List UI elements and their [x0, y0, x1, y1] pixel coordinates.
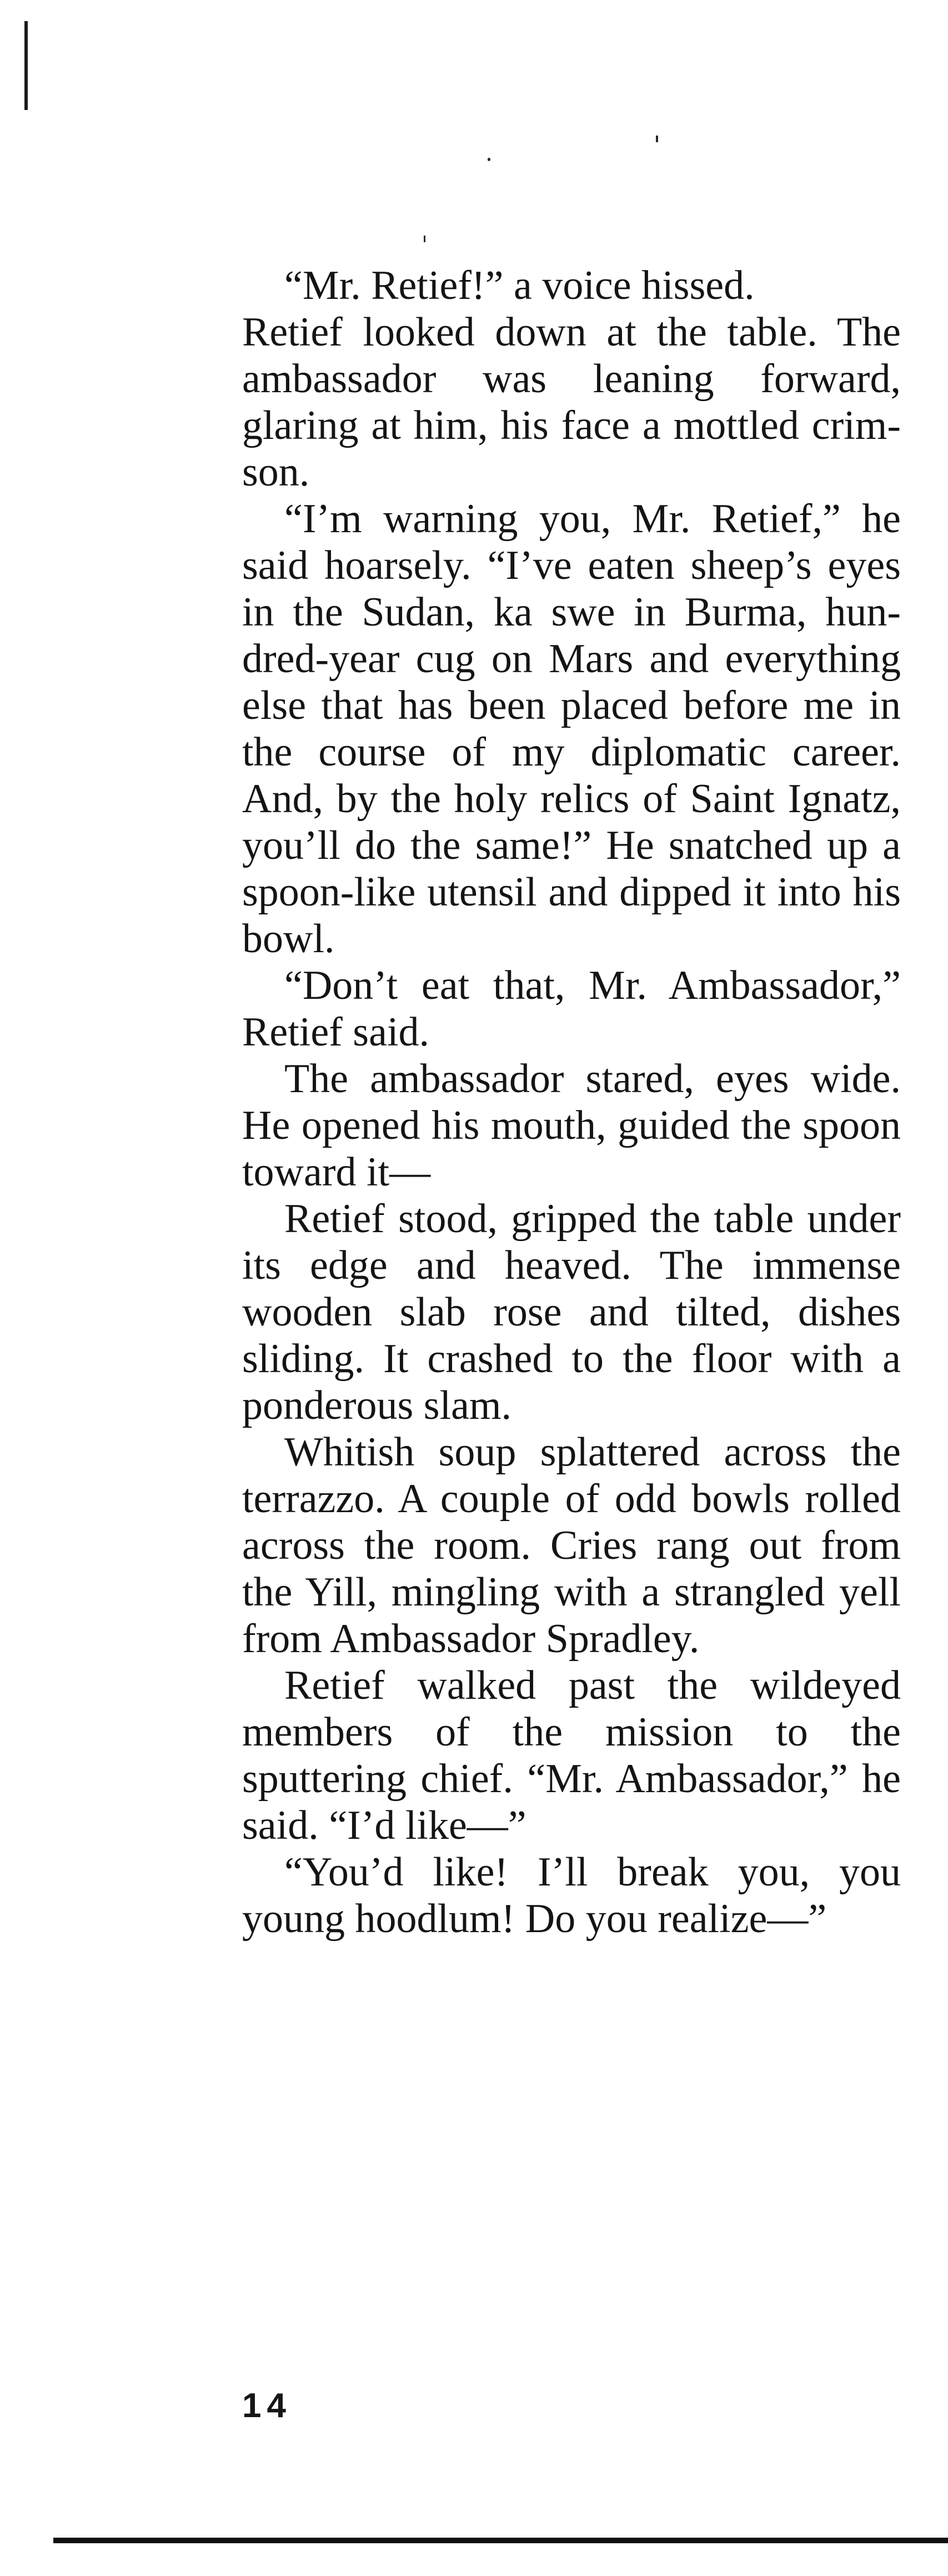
- paragraph-9: “You’d like! I’ll break you, you young hoodlum! Do you realize—”: [242, 1849, 901, 1942]
- paragraph-6: Retief stood, gripped the table under its edge and heaved. The immense wooden slab rose and tilted, dishes sliding. It crashed to the floor with a ponderous slam.: [242, 1196, 901, 1428]
- print-speck: [656, 136, 658, 142]
- paragraph-4: “Don’t eat that, Mr. Ambassador,” Retief said.: [242, 963, 901, 1055]
- paragraph-7: Whitish soup splattered across the terrazzo. A couple of odd bowls rolled across the room. Cries rang out from the Yill, mingling with a strangled yell from Ambassador Spradley.: [242, 1429, 901, 1662]
- paragraph-5: The ambassador stared, eyes wide. He opened his mouth, guided the spoon toward it—: [242, 1056, 901, 1195]
- print-speck: [424, 236, 425, 242]
- page-number: 14: [242, 2387, 292, 2425]
- paragraph-3: “I’m warning you, Mr. Retief,” he said hoarsely. “I’ve eaten sheep’s eyes in the Sudan, ka swe in Burma, hundred-year cug on Mars and everything else that has been placed before me in the course of my diplomatic career. And, by the holy relics of Saint Ignatz, you’ll do the same!” He snatched up a spoon-like utensil and dipped it into his bowl.: [242, 496, 901, 962]
- bottom-rule: [53, 2538, 948, 2543]
- paragraph-1: “Mr. Retief!” a voice hissed.: [284, 263, 755, 308]
- text-column: [242, 262, 901, 1942]
- print-speck: [488, 158, 490, 161]
- paragraph-2: Retief looked down at the table. The ambassador was leaning forward, glaring at him, his face a mottled crimson.: [242, 309, 901, 495]
- left-edge-mark: [24, 21, 28, 110]
- paragraph-8: Retief walked past the wildeyed members of the mission to the sputtering chief. “Mr. Ambassador,” he said. “I’d like—”: [242, 1663, 901, 1848]
